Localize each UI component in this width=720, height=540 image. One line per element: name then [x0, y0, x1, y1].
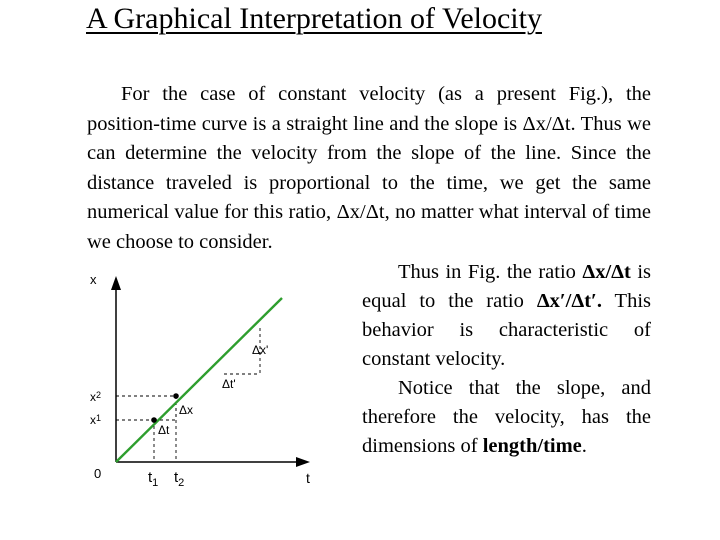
- explanation-column: [362, 258, 651, 461]
- t-axis-label: t: [306, 470, 310, 486]
- x-axis-arrowhead: [111, 276, 121, 290]
- t-axis-arrowhead: [296, 457, 310, 467]
- velocity-line: [116, 298, 282, 462]
- page-title: A Graphical Interpretation of Velocity: [86, 2, 542, 35]
- dimensions-period: .: [581, 435, 587, 457]
- ratio-dx-dt-prime: Δx′/Δt′.: [536, 290, 602, 312]
- dt-prime-label: Δt': [222, 377, 236, 391]
- point-1: [151, 417, 157, 423]
- intro-paragraph: [87, 80, 651, 257]
- dimensions-lead-text: Notice that the slope, and therefore the velocity, has the dimensions of: [362, 377, 651, 457]
- ratio-paragraph: [362, 258, 651, 374]
- ratio-mid-text: is equal to the ratio: [362, 261, 652, 312]
- dt-label: Δt: [158, 423, 170, 437]
- t1-label: $t_1$: [148, 469, 159, 489]
- point-2: [173, 393, 179, 399]
- ratio-tail-text: This behavior is characteristic of constant velocity.: [362, 290, 651, 370]
- dimensions-units: length/time: [482, 435, 582, 457]
- ratio-dx-dt: Δx/Δt: [582, 261, 631, 283]
- dimensions-paragraph: [362, 374, 651, 461]
- origin-label: 0: [94, 466, 102, 481]
- x2-label: $x^2$: [90, 390, 102, 404]
- position-time-graph: [78, 262, 328, 494]
- dx-label: Δx: [179, 403, 194, 417]
- dx-prime-label: Δx': [252, 343, 269, 357]
- t2-label: $t_2$: [174, 469, 185, 489]
- ratio-lead-text: Thus in Fig. the ratio: [398, 261, 576, 283]
- intro-text: For the case of constant velocity (as a present Fig.), the position-time curve is a straight line and the slope is Δx/Δt. Thus we can determine the velocity from the slope of the line. Since the distance traveled is proportional to the time, we get the same numerical value for this ratio, Δx/Δt, no matter what interval of time we choose to consider.: [87, 83, 651, 253]
- x-axis-label: x: [90, 272, 97, 287]
- x1-label: $x^1$: [90, 413, 102, 427]
